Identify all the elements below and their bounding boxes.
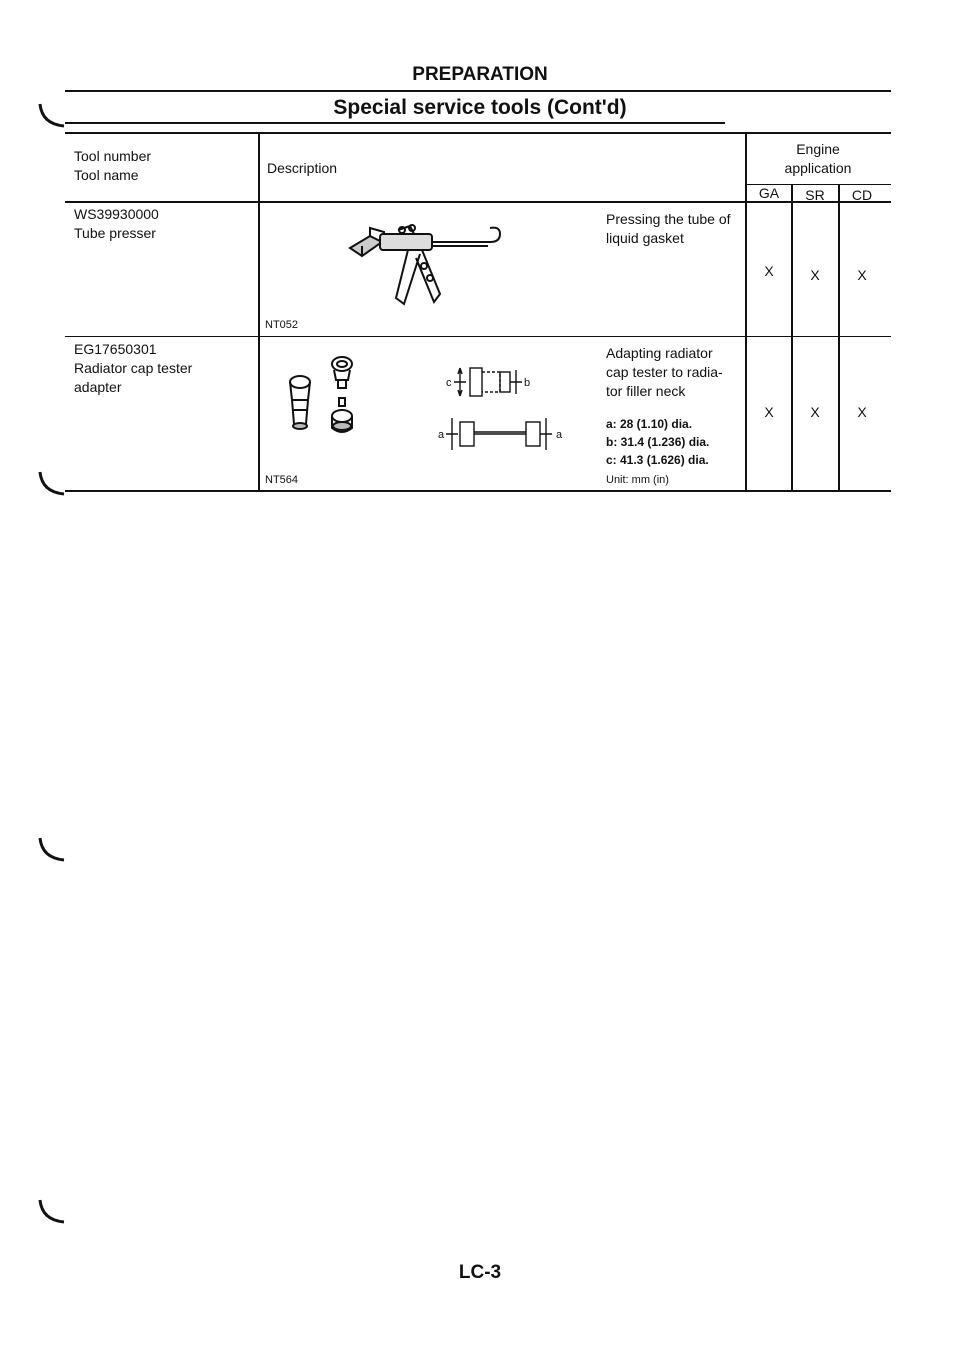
row2-desc-line1: Adapting radiator xyxy=(606,345,713,361)
ga-sr-divider xyxy=(791,184,793,490)
row1-tool-number: WS39930000 xyxy=(74,206,159,222)
row-separator-rule xyxy=(65,336,891,337)
row1-desc-line1: Pressing the tube of xyxy=(606,211,731,227)
row2-tool-name-line1: Radiator cap tester xyxy=(74,360,193,376)
row1-figure-code: NT052 xyxy=(265,319,299,331)
header-rule-bottom xyxy=(65,122,725,124)
header-description: Description xyxy=(267,160,338,176)
header-tool-name: Tool name xyxy=(74,167,139,183)
row2-figure-code: NT564 xyxy=(265,474,299,486)
header-engine: Engine xyxy=(796,141,840,157)
binding-mark-icon xyxy=(36,836,66,866)
engine-sr: SR xyxy=(805,187,825,203)
binding-mark-icon xyxy=(36,470,66,500)
table-top-rule xyxy=(65,132,891,134)
row1-cd-mark: X xyxy=(857,267,867,283)
binding-mark-icon xyxy=(36,102,66,132)
header-application: application xyxy=(784,160,852,176)
row2-tool-name-line2: adapter xyxy=(74,379,122,395)
description-divider xyxy=(258,132,260,490)
adapter-dimension-diagram xyxy=(430,352,580,458)
row2-desc-line2: cap tester to radia- xyxy=(606,364,723,380)
row2-tool-number: EG17650301 xyxy=(74,341,157,357)
header-rule-top xyxy=(65,90,891,92)
row1-sr-mark: X xyxy=(810,267,820,283)
table-header-rule xyxy=(65,201,891,203)
row2-desc-line3: tor filler neck xyxy=(606,383,686,399)
cap-tester-adapter-figure xyxy=(282,354,382,444)
header-tool-number: Tool number xyxy=(74,148,152,164)
row2-unit: Unit: mm (in) xyxy=(606,474,669,486)
row2-ga-mark: X xyxy=(764,404,774,420)
row2-cd-mark: X xyxy=(857,404,867,420)
dim-label-c: c xyxy=(446,377,452,389)
row1-tool-name: Tube presser xyxy=(74,225,156,241)
dim-label-a-left: a xyxy=(438,429,445,441)
tube-presser-figure xyxy=(340,218,520,318)
table-bottom-rule xyxy=(65,490,891,492)
row2-dim-a: a: 28 (1.10) dia. xyxy=(606,417,693,431)
sr-cd-divider xyxy=(838,184,840,490)
row2-sr-mark: X xyxy=(810,404,820,420)
section-title: PREPARATION xyxy=(412,64,548,85)
engine-cd: CD xyxy=(851,187,873,203)
row2-dim-b: b: 31.4 (1.236) dia. xyxy=(606,435,710,449)
page-number: LC-3 xyxy=(458,1262,502,1283)
binding-mark-icon xyxy=(36,1198,66,1228)
dim-label-b: b xyxy=(524,377,531,389)
row1-desc-line2: liquid gasket xyxy=(606,230,684,246)
dim-label-a-right: a xyxy=(556,429,563,441)
page-title: Special service tools (Cont'd) xyxy=(333,96,627,119)
engine-ga: GA xyxy=(758,185,780,201)
row1-ga-mark: X xyxy=(764,263,774,279)
row2-dim-c: c: 41.3 (1.626) dia. xyxy=(606,453,709,467)
